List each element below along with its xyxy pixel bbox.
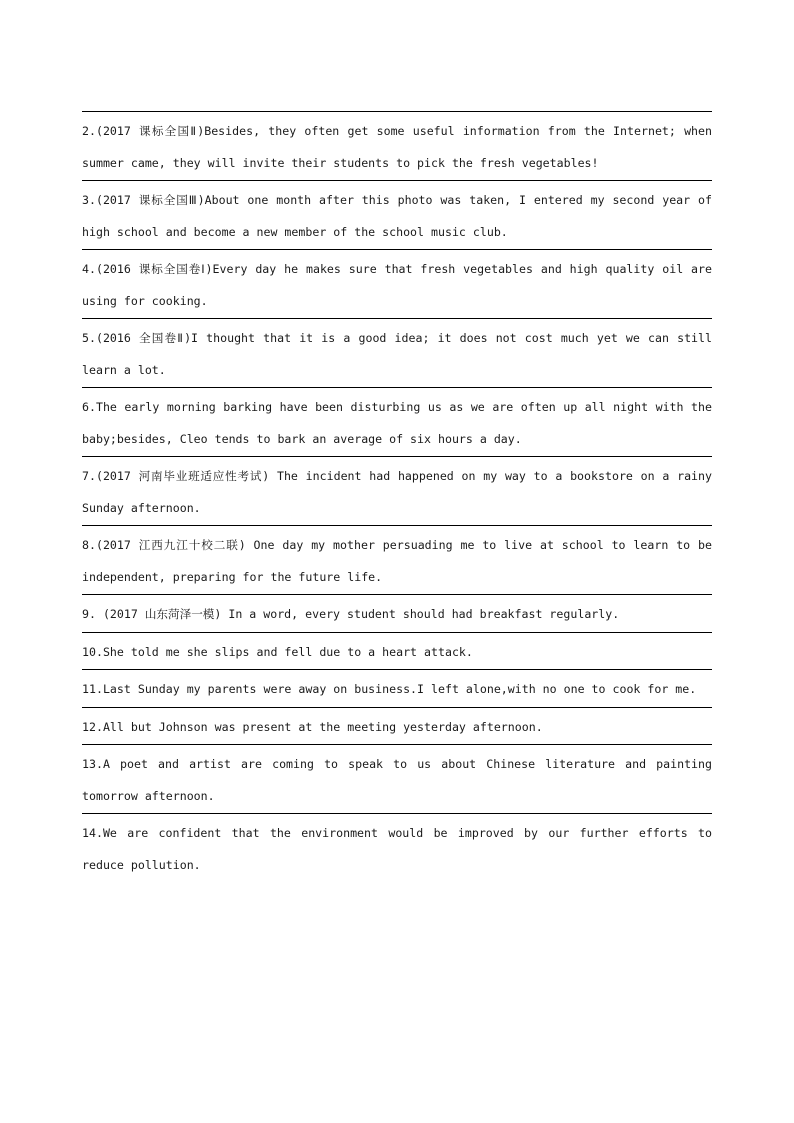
exercise-sheet [82, 111, 719, 882]
exercise-item-9: 9. (2017 山东菏泽一模) In a word, every student should had breakfast regularly. [82, 607, 620, 621]
exercise-item-13: 13.A poet and artist are coming to speak to us about Chinese literature and painting tomorrow afternoon. [82, 757, 719, 803]
exercise-item-5: 5.(2016 全国卷Ⅱ)I thought that it is a good idea; it does not cost much yet we can still learn a lot. [82, 331, 719, 377]
exercise-item-3: 3.(2017 课标全国Ⅲ)About one month after this photo was taken, I entered my second year of high school and become a new member of the school music club. [82, 193, 719, 239]
exercise-item-6: 6.The early morning barking have been disturbing us as we are often up all night with the baby;besides, Cleo tends to bark an average of six hours a day. [82, 400, 719, 446]
exercise-item-2: 2.(2017 课标全国Ⅱ)Besides, they often get some useful information from the Internet; when summer came, they will invite their students to pick the fresh vegetables! [82, 124, 719, 170]
exercise-item-14: 14.We are confident that the environment would be improved by our further efforts to reduce pollution. [82, 826, 719, 872]
exercise-item-8: 8.(2017 江西九江十校二联) One day my mother persuading me to live at school to learn to be independent, preparing for the future life. [82, 538, 719, 584]
exercise-item-4: 4.(2016 课标全国卷Ⅰ)Every day he makes sure that fresh vegetables and high quality oil are using for cooking. [82, 262, 719, 308]
exercise-item-7: 7.(2017 河南毕业班适应性考试) The incident had happened on my way to a bookstore on a rainy Sunday afternoon. [82, 469, 719, 515]
exercise-item-11: 11.Last Sunday my parents were away on business.I left alone,with no one to cook for me. [82, 682, 697, 696]
exercise-item-10: 10.She told me she slips and fell due to a heart attack. [82, 644, 473, 659]
exercise-item-12: 12.All but Johnson was present at the meeting yesterday afternoon. [82, 719, 543, 734]
